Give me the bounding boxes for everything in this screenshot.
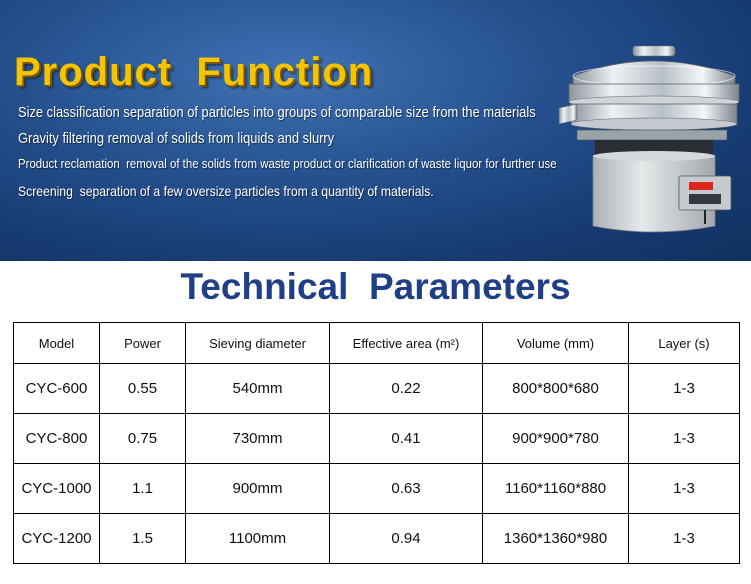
cell-model: CYC-1000 — [14, 464, 100, 514]
header-volume: Volume (mm) — [483, 323, 629, 364]
function-line-size-classification: Size classification separation of particles into groups of comparable size from the materials — [18, 104, 536, 121]
function-line-screening: Screening separation of a few oversize particles from a quantity of materials. — [18, 183, 434, 199]
table-header-row — [14, 323, 740, 364]
product-function-title: Product Function — [14, 50, 374, 94]
cell-volume: 800*800*680 — [483, 364, 629, 414]
table-row — [14, 364, 740, 414]
cell-power: 0.55 — [100, 364, 186, 414]
cell-model: CYC-600 — [14, 364, 100, 414]
product-function-banner — [0, 0, 751, 261]
function-line-gravity-filtering: Gravity filtering removal of solids from liquids and slurry — [18, 130, 335, 147]
sieve-machine-image — [555, 38, 751, 260]
cell-layers: 1-3 — [629, 464, 740, 514]
cell-volume: 1160*1160*880 — [483, 464, 629, 514]
header-model: Model — [14, 323, 100, 364]
header-power: Power — [100, 323, 186, 364]
cell-layers: 1-3 — [629, 364, 740, 414]
cell-sieving-diameter: 730mm — [186, 414, 330, 464]
cell-effective-area: 0.41 — [330, 414, 483, 464]
cell-power: 1.1 — [100, 464, 186, 514]
table-row — [14, 414, 740, 464]
function-line-product-reclamation: Product reclamation removal of the solids from waste product or clarification of waste liquor for further use — [18, 156, 557, 171]
cell-power: 0.75 — [100, 414, 186, 464]
cell-volume: 900*900*780 — [483, 414, 629, 464]
cell-sieving-diameter: 1100mm — [186, 514, 330, 564]
table-row — [14, 464, 740, 514]
cell-layers: 1-3 — [629, 514, 740, 564]
header-effective-area: Effective area (m²) — [330, 323, 483, 364]
cell-layers: 1-3 — [629, 414, 740, 464]
technical-parameters-title: Technical Parameters — [180, 266, 571, 307]
cell-model: CYC-800 — [14, 414, 100, 464]
cell-volume: 1360*1360*980 — [483, 514, 629, 564]
cell-power: 1.5 — [100, 514, 186, 564]
cell-effective-area: 0.63 — [330, 464, 483, 514]
table-row — [14, 514, 740, 564]
cell-model: CYC-1200 — [14, 514, 100, 564]
cell-sieving-diameter: 540mm — [186, 364, 330, 414]
header-layers: Layer (s) — [629, 323, 740, 364]
header-sieving-diameter: Sieving diameter — [186, 323, 330, 364]
technical-parameters-table — [13, 322, 740, 564]
cell-effective-area: 0.22 — [330, 364, 483, 414]
cell-effective-area: 0.94 — [330, 514, 483, 564]
cell-sieving-diameter: 900mm — [186, 464, 330, 514]
